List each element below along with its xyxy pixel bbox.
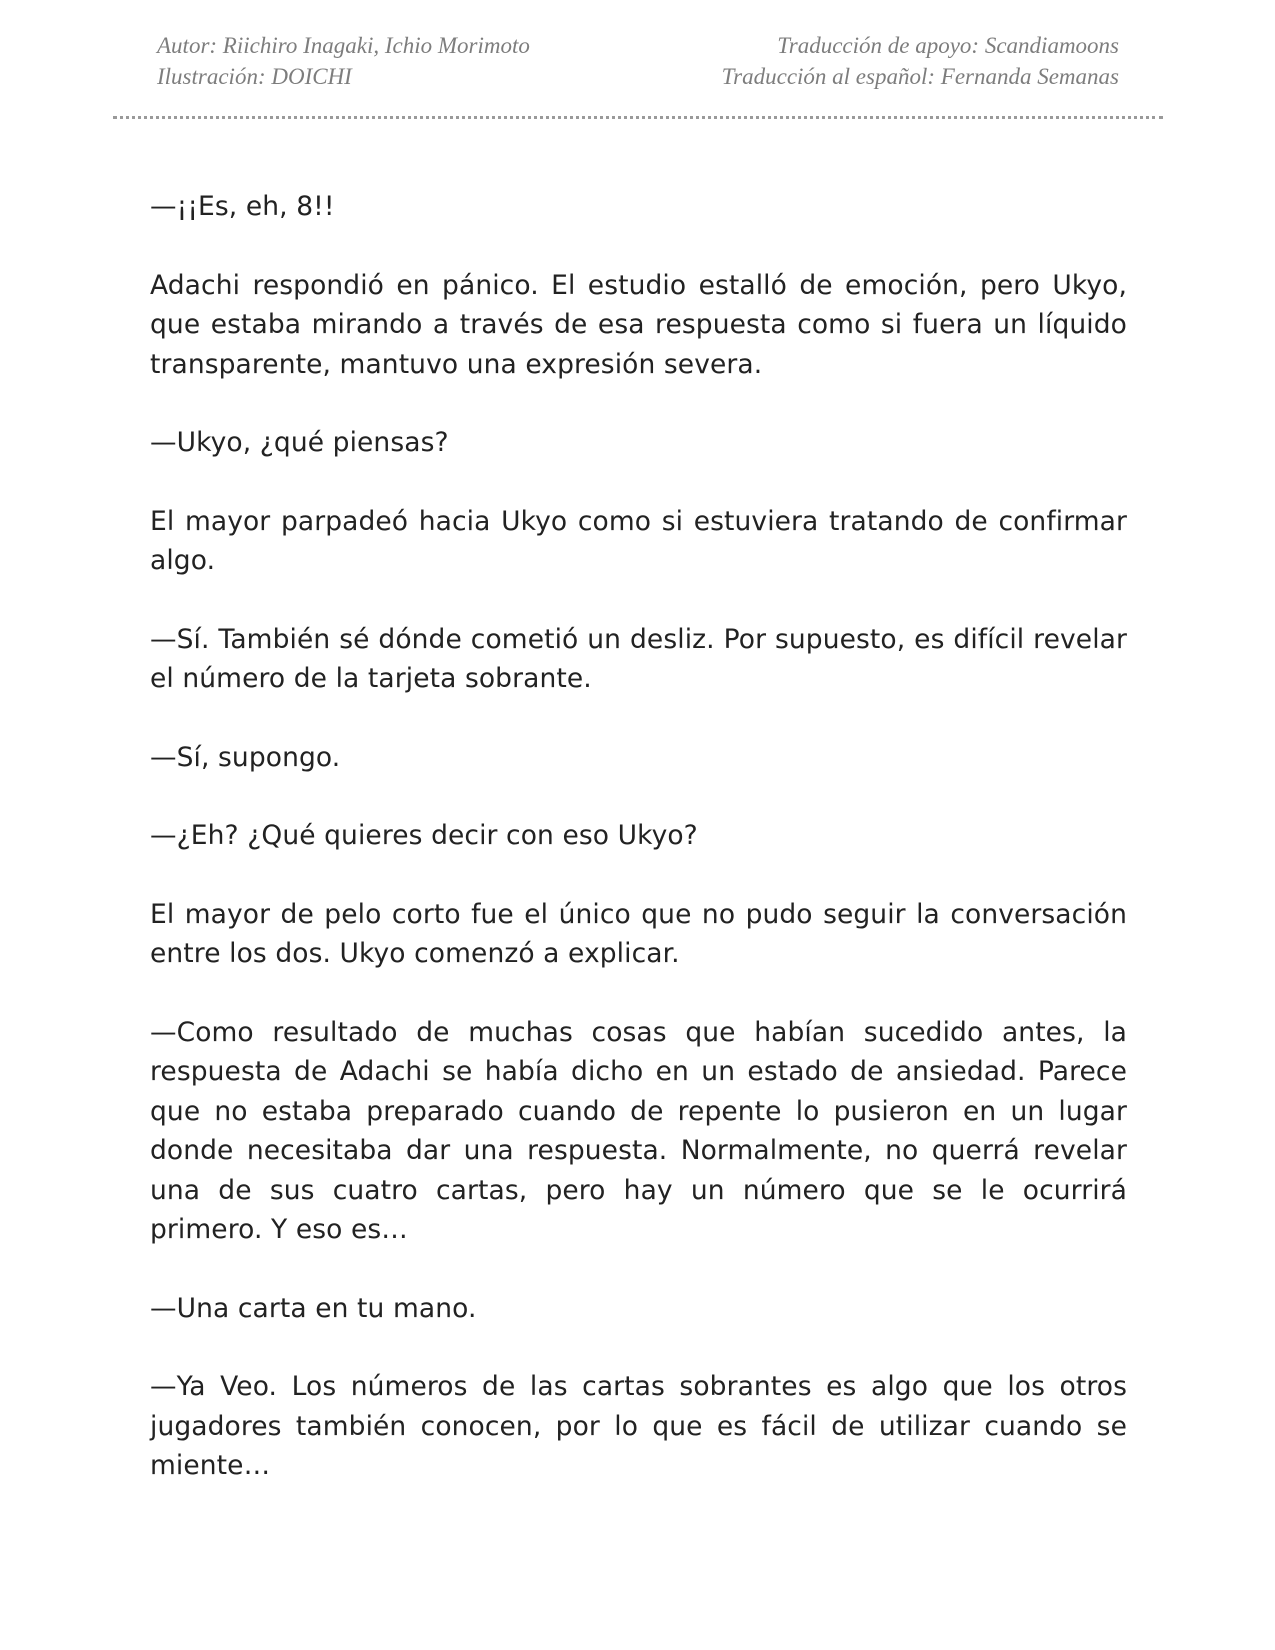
paragraph: —Ya Veo. Los números de las cartas sobrantes es algo que los otros jugadores también conocen, por lo que es fácil de utilizar cuando se miente… xyxy=(150,1371,1127,1481)
header-credits-right xyxy=(722,30,1119,92)
body-text xyxy=(150,187,1127,1486)
paragraph: —Como resultado de muchas cosas que habían sucedido antes, la respuesta de Adachi se había dicho en un estado de ansiedad. Parece que no estaba preparado cuando de repente lo pusieron en un lugar donde necesitaba dar una respuesta. Normalmente, no querrá revelar una de sus cuatro cartas, pero hay un número que se le ocurrirá primero. Y eso es… xyxy=(150,1016,1127,1245)
paragraph: —¡¡Es, eh, 8!! xyxy=(150,191,335,222)
paragraph: El mayor parpadeó hacia Ukyo como si estuviera tratando de confirmar algo. xyxy=(150,505,1127,576)
author-credit: Autor: Riichiro Inagaki, Ichio Morimoto xyxy=(157,33,530,58)
support-translation-credit: Traducción de apoyo: Scandiamoons xyxy=(777,33,1119,58)
spanish-translation-credit: Traducción al español: Fernanda Semanas xyxy=(721,64,1119,89)
paragraph: El mayor de pelo corto fue el único que no pudo seguir la conversación entre los dos. Ukyo comenzó a explicar. xyxy=(150,898,1127,969)
page-header xyxy=(157,30,1119,94)
paragraph: —¿Eh? ¿Qué quieres decir con eso Ukyo? xyxy=(150,820,698,851)
paragraph: —Sí, supongo. xyxy=(150,741,341,773)
illustration-credit: Ilustración: DOICHI xyxy=(157,64,352,89)
paragraph: —Ukyo, ¿qué piensas? xyxy=(150,427,449,458)
header-credits-left xyxy=(157,30,530,92)
paragraph: —Una carta en tu mano. xyxy=(150,1292,477,1324)
paragraph: Adachi respondió en pánico. El estudio estalló de emoción, pero Ukyo, que estaba mirando a través de esa respuesta como si fuera un líquido transparente, mantuvo una expresión severa. xyxy=(150,269,1127,380)
paragraph: —Sí. También sé dónde cometió un desliz. Por supuesto, es difícil revelar el número de la tarjeta sobrante. xyxy=(150,623,1127,694)
dotted-divider xyxy=(113,116,1163,119)
